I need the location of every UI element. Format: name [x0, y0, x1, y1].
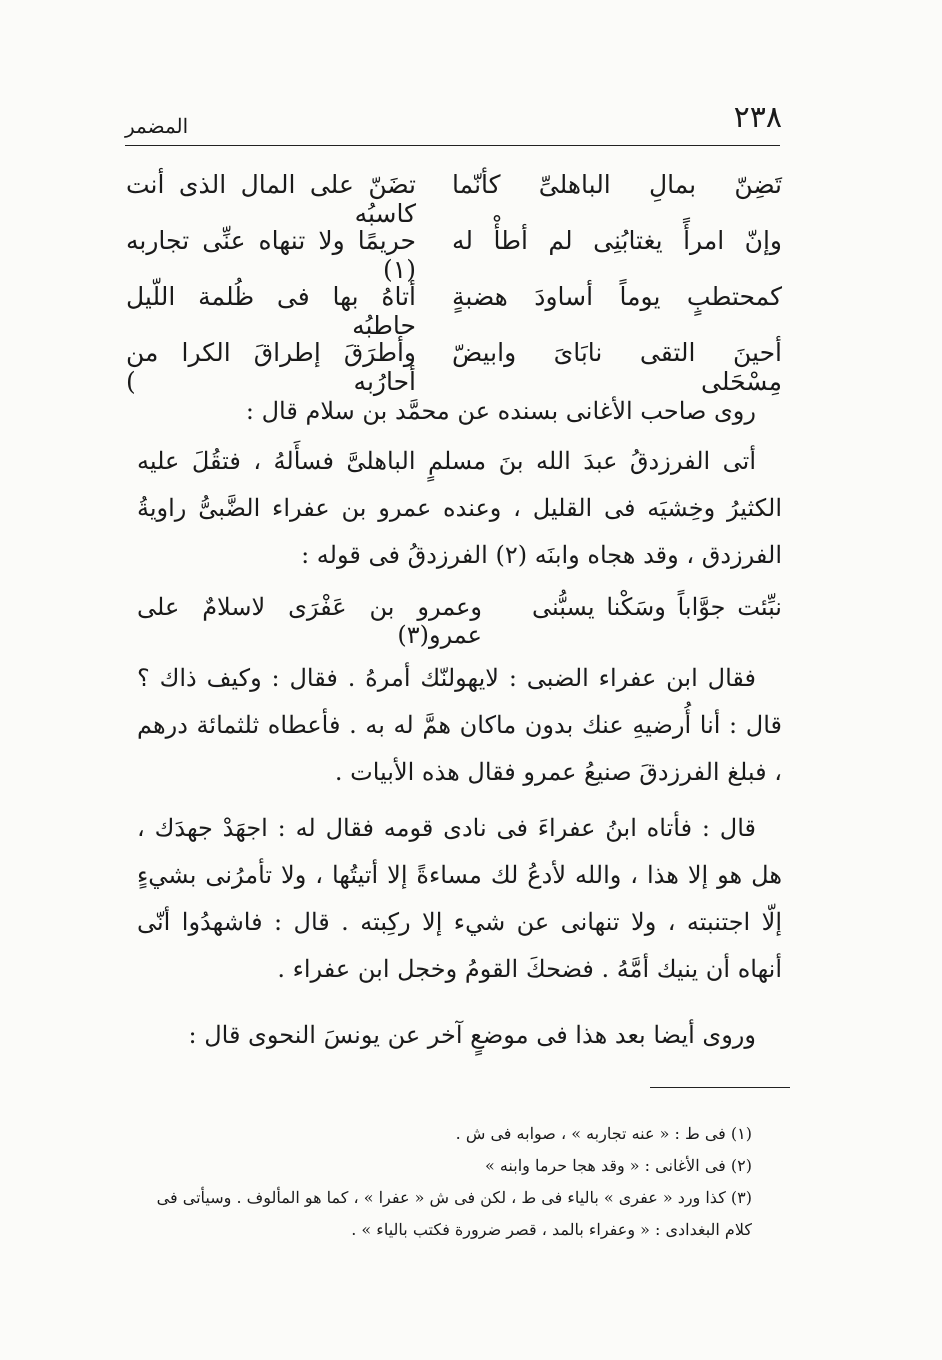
footnote-separator [650, 1087, 790, 1088]
verse-line [126, 226, 782, 282]
footnote-3: (٣) كذا ورد « عفرى » بالياء فى ط ، لكن فى ش « عفرا » ، كما هو المألوف . وسيأتى فى كلام البغدادى : « وعفراء بالمد ، قصر ضرورة فكتب بالياء » . [156, 1188, 752, 1239]
paragraph-2 [137, 438, 782, 579]
page-header [125, 100, 782, 144]
paragraph-text: فقال ابن عفراء الضبى : لايهولنّك أمرهُ . فقال : وكيف ذاك ؟ قال : أنا أُرضيهِ عنك بدون ماكان همَّ له به . فأعطاه ثلثمائة درهم ، فبلغ الفرزدقَ صنيعُ عمرو فقال هذه الأبيات . [137, 664, 782, 786]
verse-first-hemistich: نبِّئت جوَّاباً وسَكْنا يسبُّنى [532, 593, 782, 621]
paragraph-text: أتى الفرزدقُ عبدَ الله بنَ مسلمٍ الباهلىَّ فسأَلهُ ، فتقُلَ عليه الكثيرُ وخِشيَه فى القليل ، وعنده عمرو بن عفراء الضَّبىُّ راويةُ الفرزدق ، وقد هجاه وابنَه (٢) الفرزدقُ فى قوله : [137, 447, 782, 569]
paragraph-5 [137, 1012, 782, 1059]
paragraph-4 [137, 805, 782, 993]
verse-first-hemistich: كمحتطبٍ يوماً أساودَ هضبةٍ [452, 282, 782, 311]
verse-first-hemistich: أحينَ التقى نابَاىَ وابيضّ مِسْحَلى [452, 338, 782, 396]
poem-verses [126, 170, 782, 394]
paragraph-3 [137, 655, 782, 796]
header-rule [125, 145, 780, 146]
paragraph-text: روى صاحب الأغانى بسنده عن محمَّد بن سلام قال : [245, 397, 756, 425]
single-verse [137, 593, 782, 649]
verse-line [126, 338, 782, 394]
verse-line [126, 170, 782, 226]
footnote-2: (٢) فى الأغانى : « وقد هجا حرما وابنه » [484, 1156, 752, 1175]
footnote-1: (١) فى ط : « عنه تجاربه » ، صوابه فى ش . [455, 1124, 752, 1143]
verse-line [126, 282, 782, 338]
verse-second-hemistich: أتاهُ بها فى ظُلمة اللّيل حاطبُه [126, 282, 416, 340]
paragraph-1 [137, 388, 782, 435]
verse-second-hemistich: وعمرو بن عَفْرَى لاسلامٌ على عمرو(٣) [137, 593, 482, 649]
verse-first-hemistich: تَضِنّ بمالِ الباهلىِّ كأنّما [452, 170, 782, 199]
verse-first-hemistich: وإنّ امرأً يغتابُنِى لم أطأْ له [452, 226, 782, 255]
running-title: المضمر [125, 114, 189, 138]
verse-second-hemistich: تضَنّ على المال الذى أنت كاسبُه [126, 170, 416, 228]
verse-second-hemistich: حريمًا ولا تنهاه عنِّى تجاربه (١) [126, 226, 416, 284]
verse-second-hemistich: وأطرَقَ إطراقَ الكرا من أحارُبه ) [126, 338, 416, 396]
footnotes [137, 1118, 782, 1246]
paragraph-text: قال : فأتاه ابنُ عفراءَ فى نادى قومه فقال له : اجهَدْ جهدَك ، هل هو إلا هذا ، والله لأدعُ لك مساءةً إلا أتيتُها ، ولا تأمرُنى بشيءٍ إلّا اجتنبته ، ولا تنهانى عن شيء إلا ركِبته . قال : فاشهدُوا أنّى أنهاه أن ينيك أمَّهُ . فضحكَ القومُ وخجل ابن عفراء . [137, 814, 783, 983]
page-number: ٢٣٨ [733, 100, 782, 135]
paragraph-text: وروى أيضا بعد هذا فى موضعٍ آخر عن يونسَ النحوى قال : [188, 1021, 756, 1049]
